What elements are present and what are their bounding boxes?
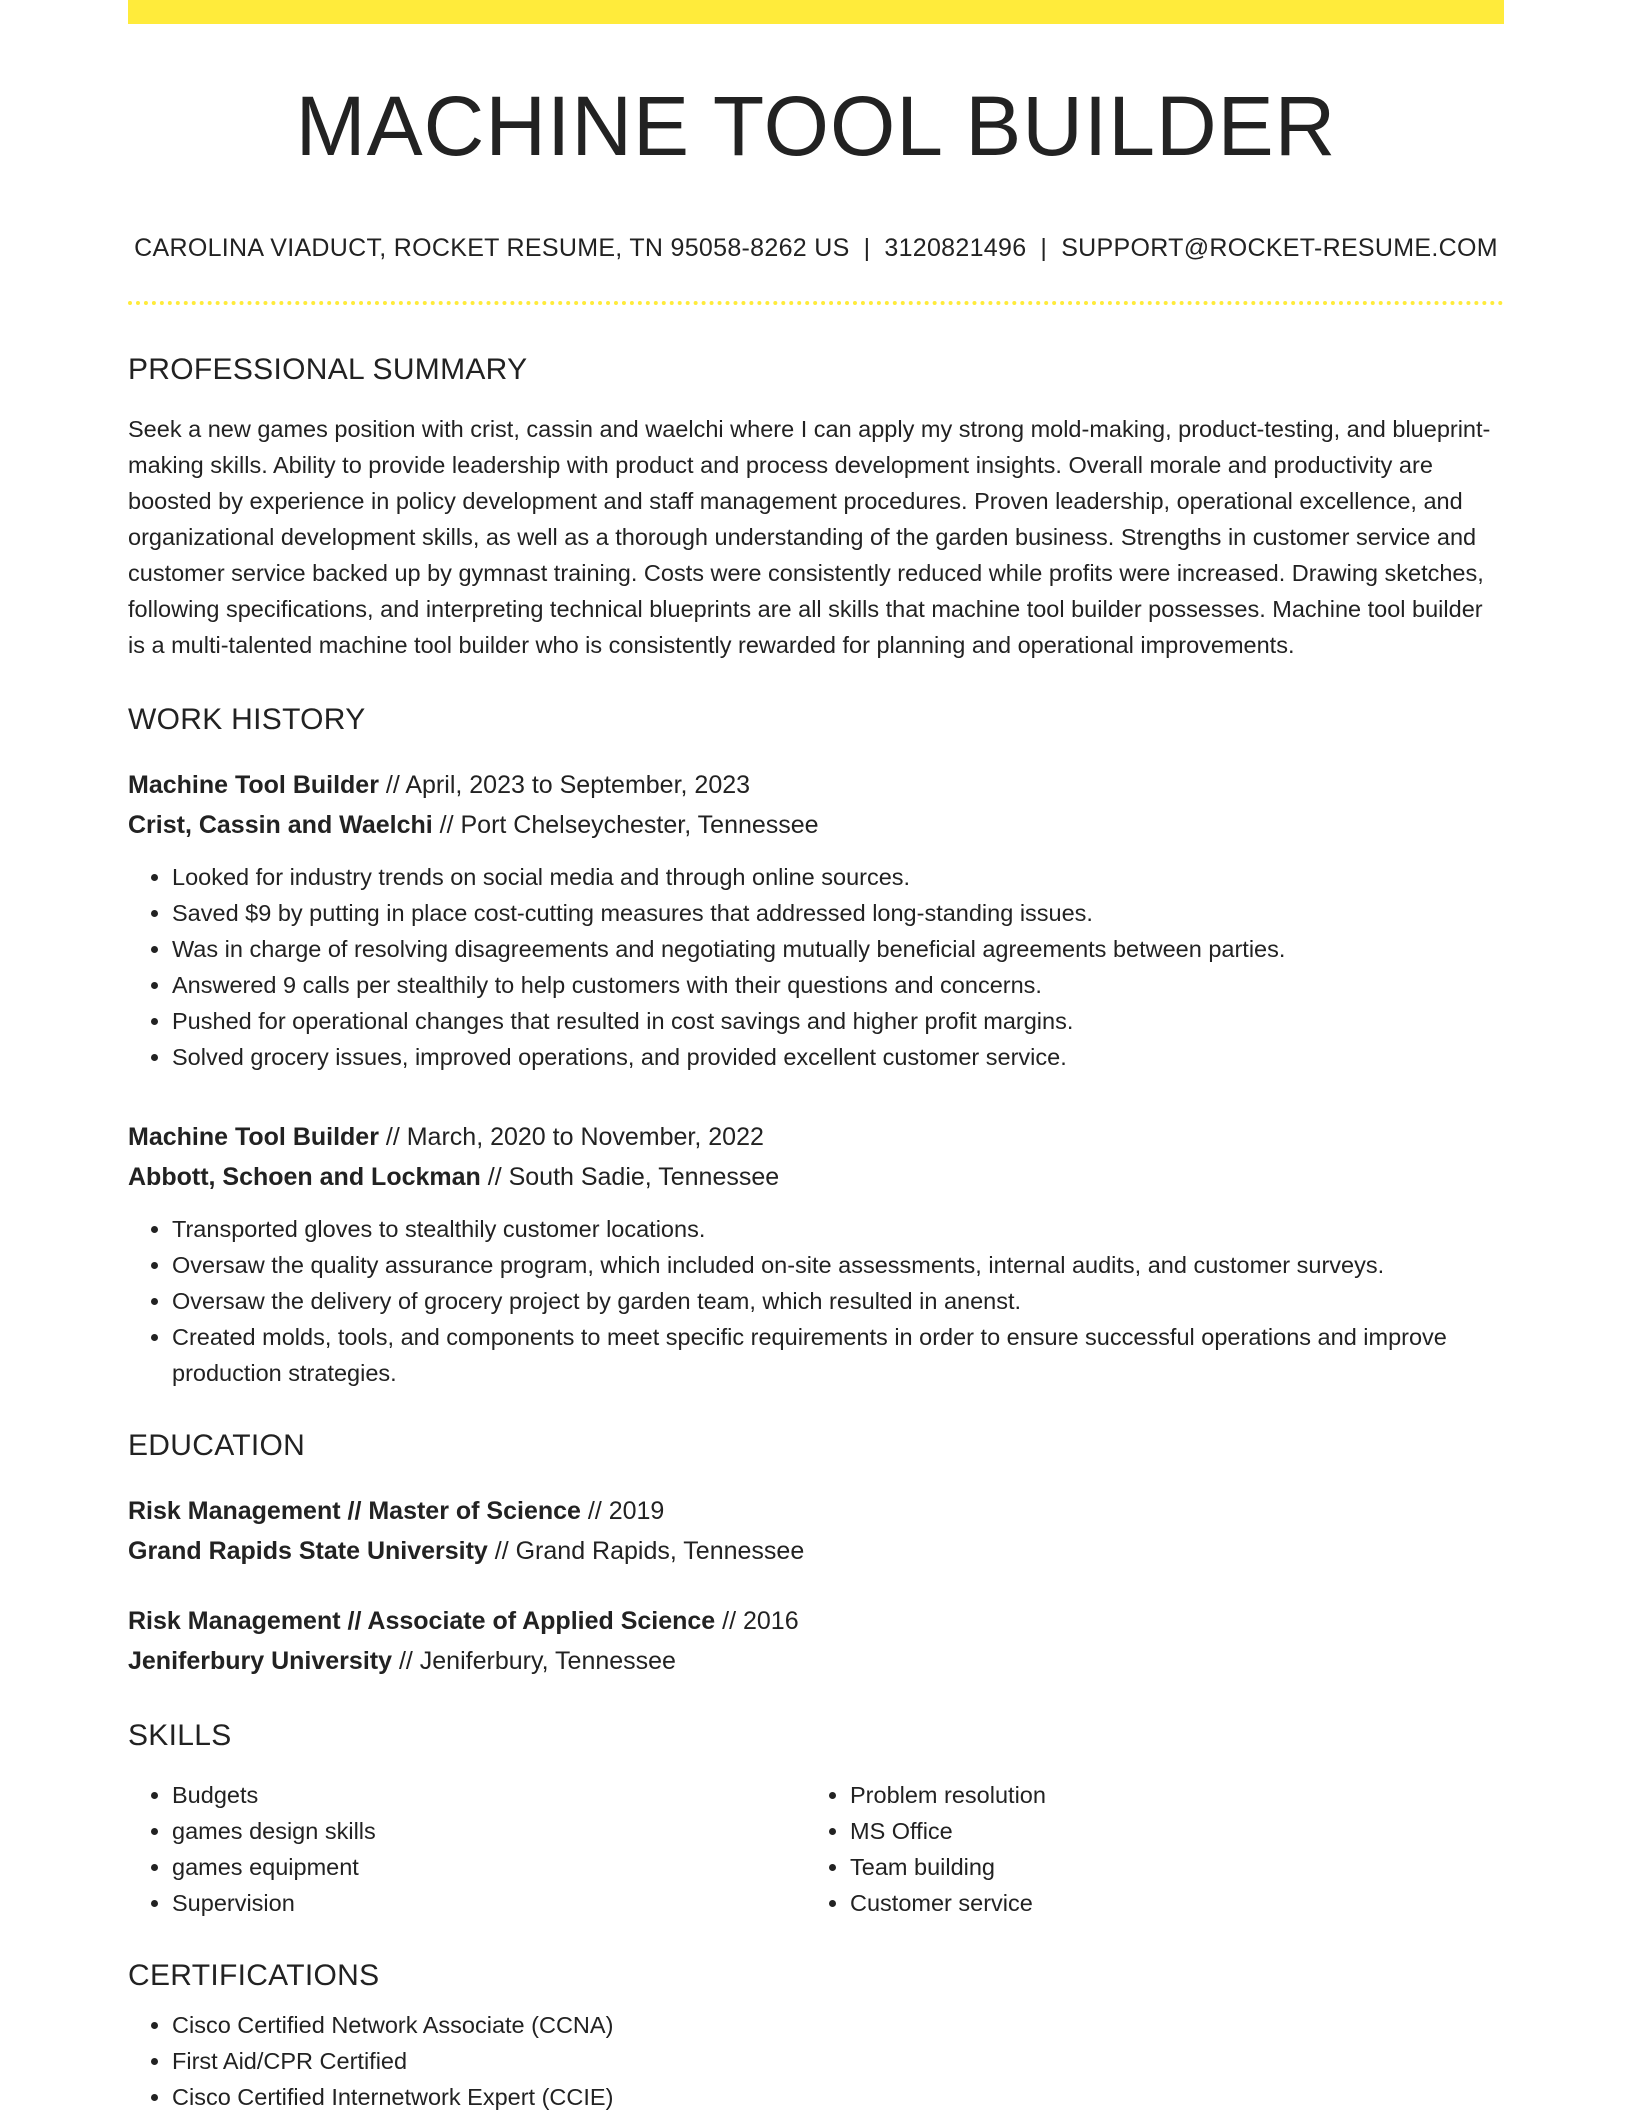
list-item: • Looked for industry trends on social media and through online sources. <box>172 859 1504 895</box>
certifications-list <box>128 2007 1504 2115</box>
education-year: // 2019 <box>580 1497 665 1525</box>
job-company: Crist, Cassin and Waelchi <box>128 811 433 839</box>
job-dates: // April, 2023 to September, 2023 <box>378 771 751 799</box>
contact-email: SUPPORT@ROCKET-RESUME.COM <box>1061 234 1498 262</box>
education-entry <box>128 1491 1504 1571</box>
education-degree-line <box>128 1491 1504 1531</box>
dotted-divider <box>128 301 1504 305</box>
summary-heading: PROFESSIONAL SUMMARY <box>128 353 528 386</box>
job-company-line <box>128 1157 1504 1197</box>
job-role-line <box>128 765 1504 805</box>
job-role-line <box>128 1117 1504 1157</box>
list-item: • Transported gloves to stealthily customer locations. <box>172 1211 1504 1247</box>
list-item: • Pushed for operational changes that resulted in cost savings and higher profit margins. <box>172 1003 1504 1039</box>
resume-page <box>128 0 1504 2115</box>
education-school-line <box>128 1641 1504 1681</box>
skills-list-left <box>128 1777 806 1921</box>
skills-columns <box>128 1777 1504 1921</box>
job-location: // Port Chelseychester, Tennessee <box>432 811 819 839</box>
list-item: • First Aid/CPR Certified <box>172 2043 1504 2079</box>
education-entry <box>128 1601 1504 1681</box>
education-heading: EDUCATION <box>128 1429 306 1462</box>
contact-address: CAROLINA VIADUCT, ROCKET RESUME, TN 95058-8262 US <box>134 234 850 262</box>
list-item: • Saved $9 by putting in place cost-cutting measures that addressed long-standing issues. <box>172 895 1504 931</box>
skills-list-right <box>806 1777 1484 1921</box>
job-company-line <box>128 805 1504 845</box>
job-bullets <box>128 859 1504 1075</box>
list-item: • Oversaw the quality assurance program, which included on-site assessments, internal audits, and customer surveys. <box>172 1247 1504 1283</box>
summary-text: Seek a new games position with crist, cassin and waelchi where I can apply my strong mold-making, product-testing, and blueprint-making skills. Ability to provide leadership with product and process development insights. Overall morale and productivity are boosted by experience in policy development and staff management procedures. Proven leadership, operational excellence, and organizational development skills, as well as a thorough understanding of the garden business. Strengths in customer service and customer service backed up by gymnast training. Costs were consistently reduced while profits were increased. Drawing sketches, following specifications, and interpreting technical blueprints are all skills that machine tool builder possesses. Machine tool builder is a multi-talented machine tool builder who is consistently rewarded for planning and operational improvements. <box>128 416 1491 658</box>
list-item: • games design skills <box>172 1813 806 1849</box>
education-school: Grand Rapids State University <box>128 1537 488 1565</box>
list-item: • Budgets <box>172 1777 806 1813</box>
education-location: // Jeniferbury, Tennessee <box>392 1647 676 1675</box>
list-item: • Created molds, tools, and components to meet specific requirements in order to ensure successful operations and improve production strategies. <box>172 1319 1504 1391</box>
accent-top-bar <box>128 0 1504 24</box>
contact-phone: 3120821496 <box>884 234 1027 262</box>
education-degree: Risk Management // Associate of Applied Science <box>128 1607 716 1635</box>
list-item: • Problem resolution <box>850 1777 1484 1813</box>
list-item: • Supervision <box>172 1885 806 1921</box>
contact-separator: | <box>1040 234 1048 262</box>
education-location: // Grand Rapids, Tennessee <box>487 1537 805 1565</box>
education-school-line <box>128 1531 1504 1571</box>
list-item: • Answered 9 calls per stealthily to help customers with their questions and concerns. <box>172 967 1504 1003</box>
list-item: • Cisco Certified Internetwork Expert (CCIE) <box>172 2079 1504 2115</box>
education-degree-line <box>128 1601 1504 1641</box>
contact-separator: | <box>863 234 871 262</box>
certifications-heading: CERTIFICATIONS <box>128 1959 380 1992</box>
list-item: • Team building <box>850 1849 1484 1885</box>
work-history-heading: WORK HISTORY <box>128 703 366 736</box>
job-role: Machine Tool Builder <box>128 771 379 799</box>
education-school: Jeniferbury University <box>128 1647 392 1675</box>
job-entry <box>128 765 1504 1075</box>
job-entry <box>128 1117 1504 1391</box>
education-degree: Risk Management // Master of Science <box>128 1497 581 1525</box>
job-role: Machine Tool Builder <box>128 1123 379 1151</box>
list-item: • Cisco Certified Network Associate (CCNA) <box>172 2007 1504 2043</box>
list-item: • Solved grocery issues, improved operations, and provided excellent customer service. <box>172 1039 1504 1075</box>
job-company: Abbott, Schoen and Lockman <box>128 1163 481 1191</box>
education-year: // 2016 <box>715 1607 799 1635</box>
list-item: • Customer service <box>850 1885 1484 1921</box>
contact-line <box>128 234 1504 263</box>
job-bullets <box>128 1211 1504 1391</box>
list-item: • Was in charge of resolving disagreements and negotiating mutually beneficial agreements between parties. <box>172 931 1504 967</box>
job-dates: // March, 2020 to November, 2022 <box>378 1123 764 1151</box>
resume-name: MACHINE TOOL BUILDER <box>295 79 1337 173</box>
job-location: // South Sadie, Tennessee <box>480 1163 780 1191</box>
list-item: • Oversaw the delivery of grocery project by garden team, which resulted in anenst. <box>172 1283 1504 1319</box>
list-item: • games equipment <box>172 1849 806 1885</box>
skills-heading: SKILLS <box>128 1719 232 1752</box>
list-item: • MS Office <box>850 1813 1484 1849</box>
